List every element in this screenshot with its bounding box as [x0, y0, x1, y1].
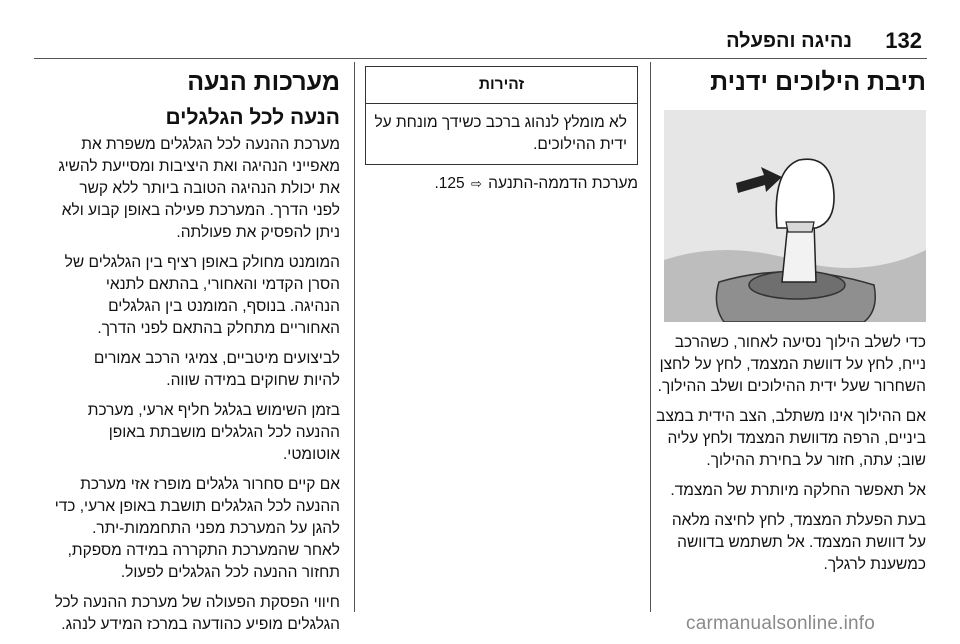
cross-reference — [362, 173, 638, 195]
column-divider-right — [650, 62, 651, 612]
cross-reference-text: מערכת הדממה-התנעה — [488, 175, 638, 192]
caution-box — [365, 66, 638, 165]
drive-systems-heading: מערכות הנעה — [187, 68, 340, 96]
paragraph-reverse-gear: כדי לשלב הילוך נסיעה לאחור, כשהרכב נייח, לחץ על דוושת המצמד, לחץ על לחצן השחרור שעל ידית ההילוכים ושלב ההילוך. — [657, 334, 926, 395]
paragraph-spare-wheel: בזמן השימוש בגלגל חליף ארעי, מערכת ההנעה לכל הגלגלים מושבתת באופן אוטומטי. — [87, 402, 340, 463]
page-header — [0, 28, 960, 60]
page-ref-icon: ⇨ — [470, 176, 482, 191]
watermark: carmanualsonline.info — [686, 613, 876, 634]
paragraph-tyre-wear: לביצועים מיטביים, צמיגי הרכב אמורים להיות שחוקים במידה שווה. — [93, 350, 340, 389]
paragraph-awd-overview: מערכת ההנעה לכל הגלגלים משפרת את מאפייני הנהיגה ואת היציבות ומסייעת להשיג את יכולת הנהיגה הטובה ביותר ללא קשר לפני הדרך. המערכת פעילה באופן קבוע ולא ניתן להפסיק את פעולתה. — [58, 136, 340, 241]
caution-text: לא מומלץ לנהוג ברכב כשידך מונחת על ידית ההילוכים. — [374, 114, 627, 153]
paragraph-wheel-spin: אם קיים סחרור גלגלים מופרז אזי מערכת ההנעה לכל הגלגלים תושבת באופן ארעי, כדי להגן על המערכת מפני התחממות-יתר. לאחר שהמערכת התקררה במידה מספקת, תחזור ההנעה לכל הגלגלים לפעול. — [54, 476, 340, 581]
drive-systems-column — [54, 64, 340, 644]
paragraph-torque-distribution: המומנט מחולק באופן רציף בין הגלגלים של הסרן הקדמי והאחורי, בהתאם לתנאי הנהיגה. בנוסף, המומנט בין הגלגלים האחוריים מתחלק בהתאם לפני הדרך. — [64, 254, 340, 337]
paragraph-gear-not-engaging: אם ההילוך אינו משתלב, הצב הידית במצב ביניים, הרפה מדוושת המצמד ולחץ עליה שוב; עתה, חזור על בחירת ההילוך. — [656, 408, 926, 469]
caution-column — [362, 64, 638, 203]
header-rule — [34, 58, 927, 59]
paragraph-driver-info: חיווי הפסקת הפעולה של מערכת ההנעה לכל הגלגלים מופיע כהודעה במרכז המידע לנהג. — [54, 594, 340, 633]
paragraph-clutch-use: בעת הפעלת המצמד, לחץ לחיצה מלאה על דוושת המצמד. אל תשתמש בדוושה כמשענת לרגלך. — [671, 512, 926, 573]
manual-transmission-column — [654, 64, 926, 584]
caution-title: זהירות — [366, 67, 637, 104]
awd-subheading: הנעה לכל הגלגלים — [165, 106, 340, 129]
gearshift-illustration — [664, 110, 926, 322]
column-divider-left — [354, 62, 355, 612]
manual-transmission-heading: תיבת הילוכים ידנית — [710, 68, 926, 96]
paragraph-clutch-slip: אל תאפשר החלקה מיותרת של המצמד. — [670, 482, 926, 499]
section-title: נהיגה והפעלה — [726, 30, 852, 52]
cross-reference-page: 125. — [434, 175, 465, 192]
page-number: 132 — [885, 28, 922, 53]
gearshift-figure — [664, 110, 926, 322]
